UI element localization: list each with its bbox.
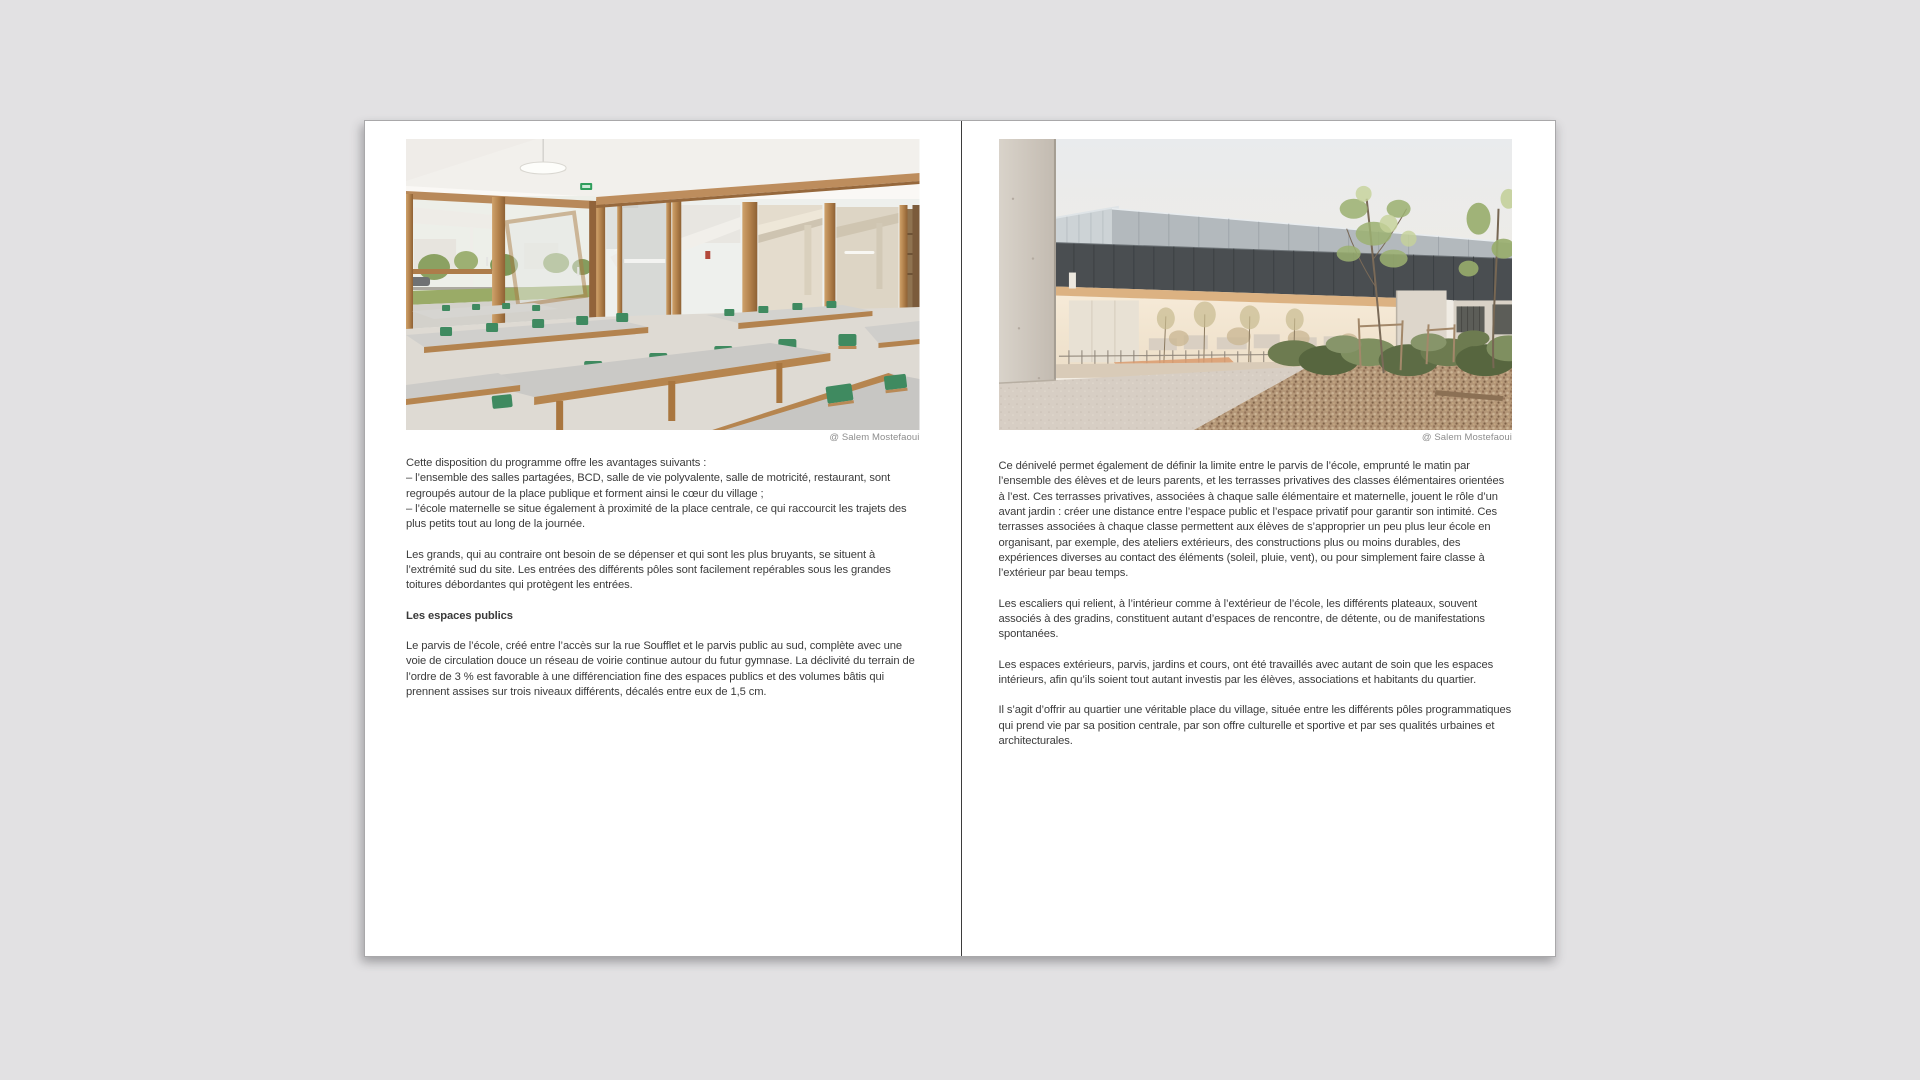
paragraph: Les espaces extérieurs, parvis, jardins et cours, ont été travaillés avec autant de soin que les espaces intérieurs, afin qu’ils soient tout autant investis par les élèves, associations et habitants du quartier.	[998, 658, 1494, 687]
left-figure	[406, 139, 920, 443]
page-left	[365, 121, 961, 956]
paragraph: Les grands, qui au contraire ont besoin de se dépenser et qui sont les plus bruyants, se situent à l’extrémité sud du site. Les entrées des différents pôles sont facilement repérables sous les grandes toitures débordantes qui protègent les entrées.	[406, 548, 891, 592]
document-spread	[364, 120, 1556, 957]
refectory-photo	[406, 139, 920, 430]
photo-credit-right: @ Salem Mostefaoui	[1421, 432, 1512, 443]
right-figure	[999, 139, 1513, 443]
photo-credit-left: @ Salem Mostefaoui	[829, 432, 920, 443]
schoolyard-photo	[999, 139, 1513, 430]
paragraph: – l’ensemble des salles partagées, BCD, salle de vie polyvalente, salle de motricité, restaurant, sont regroupés autour de la place publique et forment ainsi le cœur du village ;	[406, 472, 891, 500]
paragraph: – l’école maternelle se situe également à proximité de la place centrale, ce qui raccourcit les trajets des plus petits tout au long de la journée.	[406, 503, 907, 531]
section-heading: Les espaces publics	[406, 609, 513, 622]
paragraph: Les escaliers qui relient, à l’intérieur comme à l’extérieur de l’école, les différents plateaux, souvent associés à des gradins, constituent autant d’espaces de rencontre, de détente, ou de manifestations spontanées.	[998, 597, 1485, 641]
paragraph: Cette disposition du programme offre les avantages suivants :	[406, 457, 707, 469]
left-text-column	[406, 456, 920, 700]
right-text-column	[999, 459, 1513, 750]
paragraph: Le parvis de l’école, créé entre l’accès sur la rue Soufflet et le parvis public au sud, complète avec une voie de circulation douce un réseau de voirie continue autour du futur gymnase. La déclivité du terrain de l’ordre de 3 % est favorable à une différenciation fine des espaces publics et des volumes bâtis qui prennent assises sur trois niveaux différents, décalés entre eux de 1,5 cm.	[406, 640, 915, 699]
paragraph: Il s’agit d’offrir au quartier une véritable place du village, située entre les différents pôles programmatiques qui prend vie par sa position centrale, par son offre culturelle et sportive et par ses qualités urbaines et architecturales.	[998, 704, 1512, 748]
paragraph: Ce dénivelé permet également de définir la limite entre le parvis de l’école, emprunté le matin par l’ensemble des élèves et de leurs parents, et les terrasses privatives des classes élémentaires orientées à l’est. Ces terrasses privatives, associées à chaque salle élémentaire et maternelle, jouent le rôle d’un avant jardin : créer une distance entre l’espace public et l’espace privatif pour garantir son intimité. Ces terrasses associées à chaque classe permettent aux élèves de s’approprier un peu plus leur école en organisant, par exemple, des ateliers extérieurs, des constructions plus ou moins durables, des expériences diverses au contact des éléments (soleil, pluie, vent), ou pour simplement faire classe à l’extérieur par beau temps.	[998, 460, 1505, 580]
page-right	[962, 121, 1556, 956]
